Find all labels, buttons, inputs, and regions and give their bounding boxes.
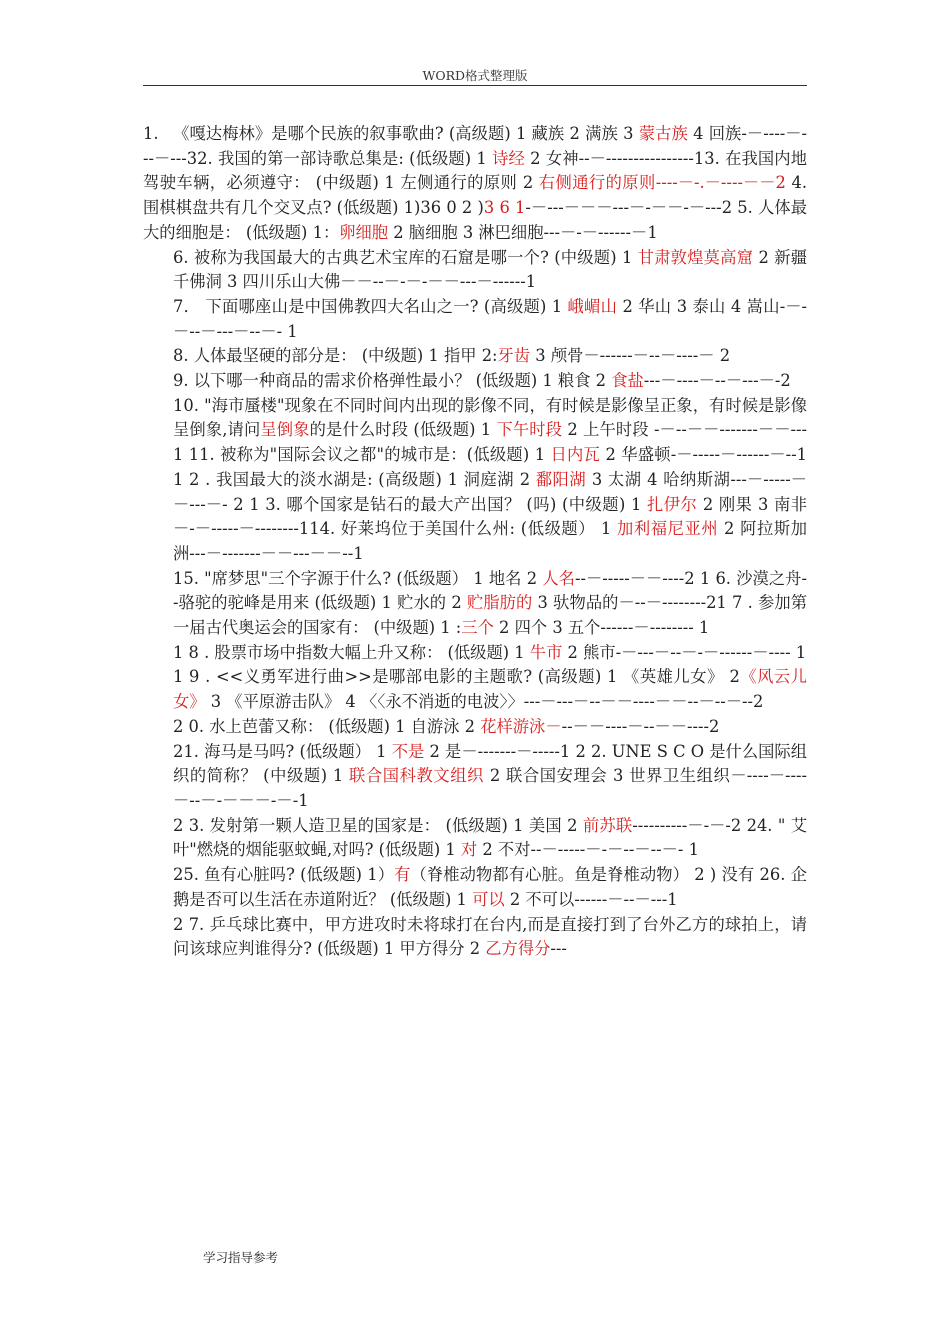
question-text: 25. 鱼有心脏吗? (低级题) 1） [173, 865, 395, 885]
question-text: 2 7. 乒乓球比赛中，甲方进攻时未将球打在台内,而是直接打到了台外乙方的球拍上，请问该球应判谁得分? (低级题) 1 甲方得分 2 [173, 914, 807, 959]
answer-highlight: 联合国科教文组织 [349, 766, 485, 786]
answer-highlight: 诗经 [492, 148, 525, 168]
answer-highlight: 花样游泳－ [480, 716, 562, 736]
question-text: 2 联合国安理会 3 世界卫生组织－----－----－--－-－－－-－-1 [173, 766, 807, 810]
question-text: 2 刚果 3 南非－-－-----－--------114. 好莱坞位于美国什么州: (低级题） 1 [173, 494, 808, 539]
header-divider [143, 85, 807, 86]
question-text: 8. 人体最坚硬的部分是： (中级题) 1 指甲 2: [173, 346, 498, 366]
page-footer: 学习指导参考 [203, 1250, 279, 1265]
answer-highlight: 呈倒象 [260, 420, 310, 440]
question-text: 4. 围棋棋盘共有几个交叉点? (低级题) 1)36 0 2 ) [143, 173, 808, 218]
list-number: 1. [143, 124, 159, 143]
question-text: 3 颅骨－------－--－----－ 2 [530, 346, 731, 366]
answer-highlight: 右侧通行的原则----－-.－----－－2 [538, 173, 786, 193]
answer-highlight: 日内瓦 [550, 445, 601, 465]
paragraph-q10-14 [143, 394, 807, 567]
question-text: --- [550, 939, 567, 959]
question-text: -－---－－－---－-－－-－---2 5. 人体最大的细胞是： (低级题) 1： [143, 198, 807, 242]
question-text: 的是什么时段 (低级题) 1 [309, 420, 497, 440]
document-body [143, 122, 807, 962]
answer-highlight: 三个 [461, 618, 494, 638]
paragraph-q25-26 [143, 863, 807, 912]
paragraph-q27 [143, 913, 807, 962]
question-text: 7． 下面哪座山是中国佛教四大名山之一? (高级题) 1 [173, 296, 568, 316]
question-text: （脊椎动物都有心脏。鱼是脊椎动物） 2 ) 没有 26. 企鹅是否可以生活在赤道附近？ (低级题) 1 [173, 865, 807, 909]
question-text: 15. "席梦思"三个字源于什么? (低级题） 1 地名 2 [173, 568, 543, 588]
answer-highlight: 牛市 [529, 642, 563, 662]
question-text: 1 8 . 股票市场中指数大幅上升又称： (低级题) 1 [173, 642, 530, 662]
question-text: 2 新疆千佛洞 3 四川乐山大佛－－--－-－-－－---－------1 [173, 247, 807, 292]
answer-highlight: 甘肃敦煌莫高窟 [637, 247, 754, 267]
answer-highlight: 下午时段 [496, 420, 563, 440]
answer-highlight: 乙方得分 [485, 939, 551, 959]
paragraph-q8 [143, 344, 807, 369]
paragraph-q9 [143, 369, 807, 394]
paragraph-q20 [143, 715, 807, 740]
question-text: 10. "海市蜃楼"现象在不同时间内出现的影像不同，有时候是影像呈正象，有时候是影像呈倒象,请问 [173, 395, 807, 440]
answer-highlight: 3 6 1 [483, 198, 526, 218]
paragraph-q18 [143, 641, 807, 666]
question-text: 4 回族-－----－---－---32. 我国的第一部诗歌总集是: (低级题) 1 [143, 124, 807, 168]
answer-highlight: 牙齿 [497, 346, 531, 366]
answer-highlight: 可以 [472, 889, 505, 909]
paragraph-q21-22 [143, 740, 807, 814]
question-text: 2 上午时段 -－--－－-------－－---1 11. 被称为"国际会议之都"的城市是：(低级题) 1 [173, 420, 807, 465]
question-text: ----------－-－-2 24. " 艾叶"燃烧的烟能驱蚊蝇,对吗? (低级题) 1 [173, 815, 807, 860]
question-text: ---－----－--－---－-2 [643, 371, 791, 391]
question-text: 2 不对--－-----－-－--－--－- 1 [477, 840, 699, 860]
question-text: 《嘎达梅林》是哪个民族的叙事歌曲? (高级题) 1 藏族 2 满族 3 [173, 124, 639, 143]
question-text: 2 脑细胞 3 淋巴细胞---－-－------－1 [388, 222, 658, 242]
answer-highlight: 食盐 [611, 371, 644, 391]
question-text: 1 3. 哪个国家是钻石的最大产出国？ (吗) (中级题) 1 [243, 494, 647, 514]
paragraph-q1-5 [143, 122, 807, 246]
question-text: 2 不可以------－--－---1 [504, 889, 678, 909]
question-text: 21. 海马是马吗? (低级题） 1 [173, 741, 392, 761]
answer-highlight: 卵细胞 [339, 222, 389, 242]
question-text: 2 华山 3 泰山 4 嵩山-－-－--－---－--－- 1 [173, 296, 807, 341]
answer-highlight: 加利福尼亚州 [617, 519, 719, 539]
question-text: 3 驮物品的－--－--------21 7 . 参加第一届古代奥运会的国家有： (中级题) 1 : [173, 593, 807, 638]
question-text: 1 9 . <<义勇军进行曲>>是哪部电影的主题歌? (高级题) 1 《英雄儿女》 2 [173, 667, 740, 687]
paragraph-q6 [143, 246, 807, 295]
answer-highlight: 扎伊尔 [647, 494, 698, 514]
question-text: 2 四个 3 五个------－-------- 1 [493, 618, 710, 638]
question-text: 3 《平原游击队》 4 〈〈永不消逝的电波〉〉---－---－--－－----－－--－--－--2 [205, 692, 764, 712]
question-text: 6. 被称为我国最大的古典艺术宝库的石窟是哪一个? (中级题) 1 [173, 247, 638, 267]
answer-highlight: 《风云儿女》 [173, 667, 807, 712]
answer-highlight: 有 [394, 865, 411, 885]
paragraph-q19 [143, 665, 807, 714]
question-text: 2 0. 水上芭蕾又称： (低级题) 1 自游泳 2 [173, 716, 481, 736]
answer-highlight: 人名 [542, 568, 575, 588]
question-text: 2 女神--－----------------13. 在我国内地驾驶车辆，必须遵守： (中级题) 1 左侧通行的原则 2 [143, 148, 807, 193]
page-header: WORD格式整理版 [422, 68, 528, 83]
answer-highlight: 贮脂肪的 [466, 593, 533, 613]
question-text: --－－----－--－－----2 [561, 716, 720, 736]
answer-highlight: 不是 [391, 741, 425, 761]
paragraph-q23-24 [143, 814, 807, 863]
answer-highlight: 蒙古族 [638, 124, 688, 143]
answer-highlight: 前苏联 [582, 815, 633, 835]
question-text: 2 3. 发射第一颗人造卫星的国家是： (低级题) 1 美国 2 [173, 815, 583, 835]
paragraph-q15-17 [143, 567, 807, 641]
question-text: 9. 以下哪一种商品的需求价格弹性最小？ (低级题) 1 粮食 2 [173, 371, 612, 391]
question-text: 2 华盛顿-－-----－------－--11 2 . 我国最大的淡水湖是: (高级题) 1 洞庭湖 2 [173, 445, 807, 489]
answer-highlight: 对 [460, 840, 478, 860]
answer-highlight: 峨嵋山 [567, 296, 618, 316]
question-text: 2 阿拉斯加洲---－-------－－---－－--1 [173, 519, 808, 563]
question-text: --－-----－－----2 1 6. 沙漠之舟--骆驼的驼峰是用来 (低级题) 1 贮水的 2 [173, 568, 807, 613]
answer-highlight: 鄱阳湖 [535, 469, 587, 489]
question-text: 3 太湖 4 哈纳斯湖---－-----－－---－- 2 [173, 469, 807, 514]
question-text: 2 熊市-－---－--－-－------－---- 1 [562, 642, 807, 662]
question-text: 2 是－-------－-----1 2 2. UNE S C O 是什么国际组织的简称？ (中级题) 1 [173, 741, 807, 786]
paragraph-q7 [143, 295, 807, 344]
